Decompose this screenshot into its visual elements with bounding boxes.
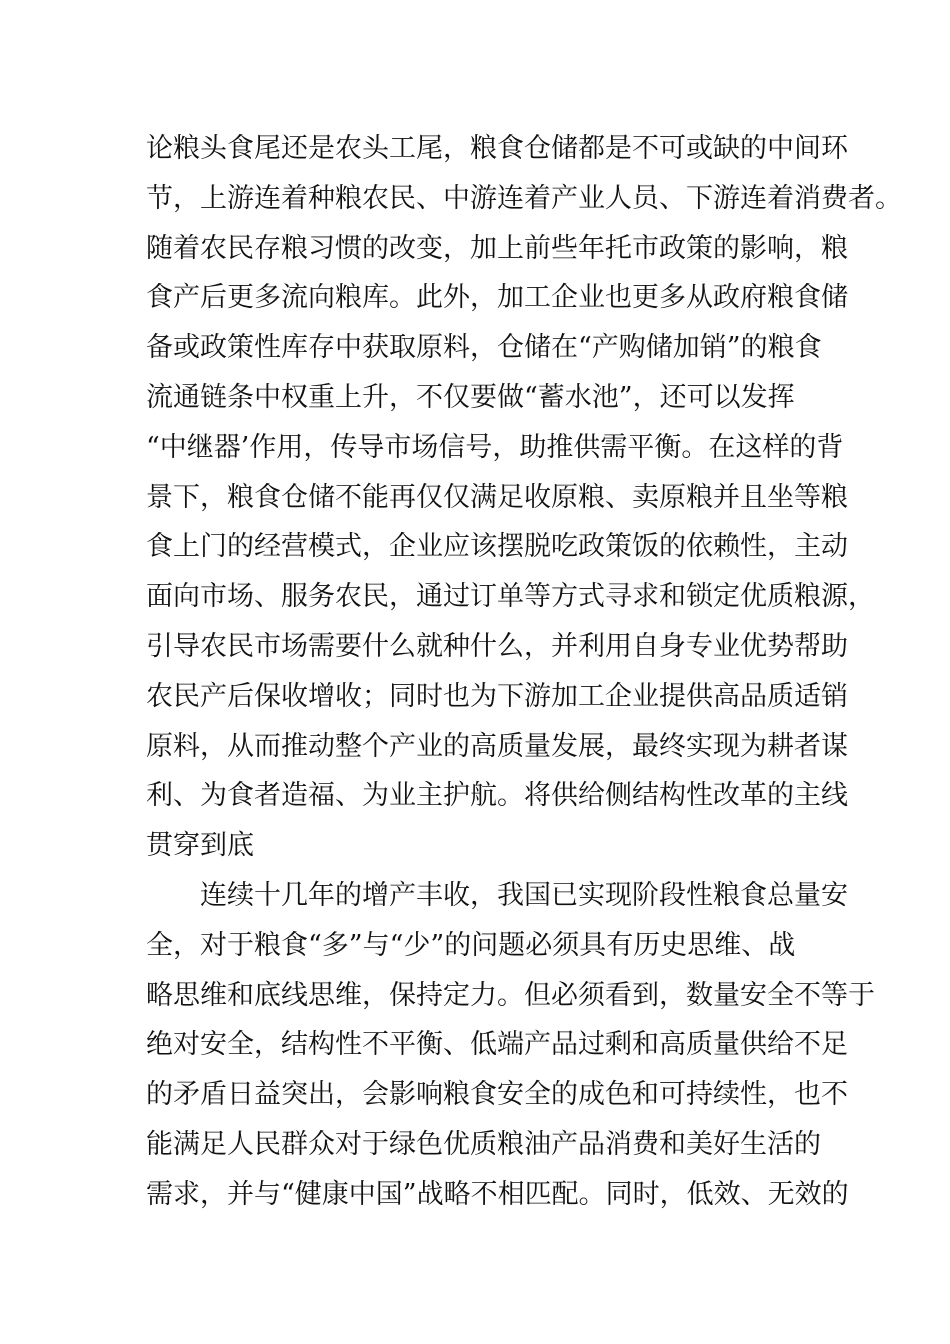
text-line: 随着农民存粮习惯的改变，加上前些年托市政策的影响，粮: [146, 232, 848, 264]
paragraph-first-line: 连续十几年的增产丰收，我国已实现阶段性粮食总量安: [200, 879, 848, 911]
section-heading: 贯穿到底: [146, 830, 254, 862]
text-line: 原料，从而推动整个产业的高质量发展，最终实现为耕者谋: [146, 730, 848, 762]
text-line: 流通链条中权重上升，不仅要做“蓄水池”，还可以发挥: [146, 381, 795, 413]
text-line: “中继器’作用，传导市场信号，助推供需平衡。在这样的背: [146, 431, 844, 463]
text-line: 论粮头食尾还是农头工尾，粮食仓储都是不可或缺的中间环: [146, 133, 848, 164]
body-text: [146, 124, 902, 1220]
text-line: 能满足人民群众对于绿色优质粮油产品消费和美好生活的: [146, 1128, 821, 1160]
text-line: 面向市场、服务农民，通过订单等方式寻求和锁定优质粮源，: [146, 581, 875, 613]
text-line: 节，上游连着种粮农民、中游连着产业人员、下游连着消费者。: [146, 182, 902, 214]
text-line: 的矛盾日益突出，会影响粮食安全的成色和可持续性，也不: [146, 1079, 848, 1111]
text-line: 景下，粮食仓储不能再仅仅满足收原粮、卖原粮并且坐等粮: [146, 481, 848, 513]
text-line: 绝对安全，结构性不平衡、低端产品过剩和高质量供给不足: [146, 1029, 848, 1061]
text-line: 全，对于粮食“多”与“少”的问题必须具有历史思维、战: [146, 929, 796, 961]
text-line: 利、为食者造福、为业主护航。将供给侧结构性改革的主线: [146, 780, 848, 812]
text-line: 引导农民市场需要什么就种什么，并利用自身专业优势帮助: [146, 630, 848, 662]
text-line: 食产后更多流向粮库。此外，加工企业也更多从政府粮食储: [146, 282, 848, 314]
text-line: 食上门的经营模式，企业应该摆脱吃政策饭的依赖性，主动: [146, 531, 848, 563]
text-line: 备或政策性库存中获取原料，仓储在“产购储加销”的粮食: [146, 332, 822, 364]
text-line: 需求，并与“健康中国”战略不相匹配。同时，低效、无效的: [146, 1178, 849, 1210]
text-line: 农民产后保收增收；同时也为下游加工企业提供高品质适销: [146, 680, 848, 712]
text-line: 略思维和底线思维，保持定力。但必须看到，数量安全不等于: [146, 979, 875, 1011]
